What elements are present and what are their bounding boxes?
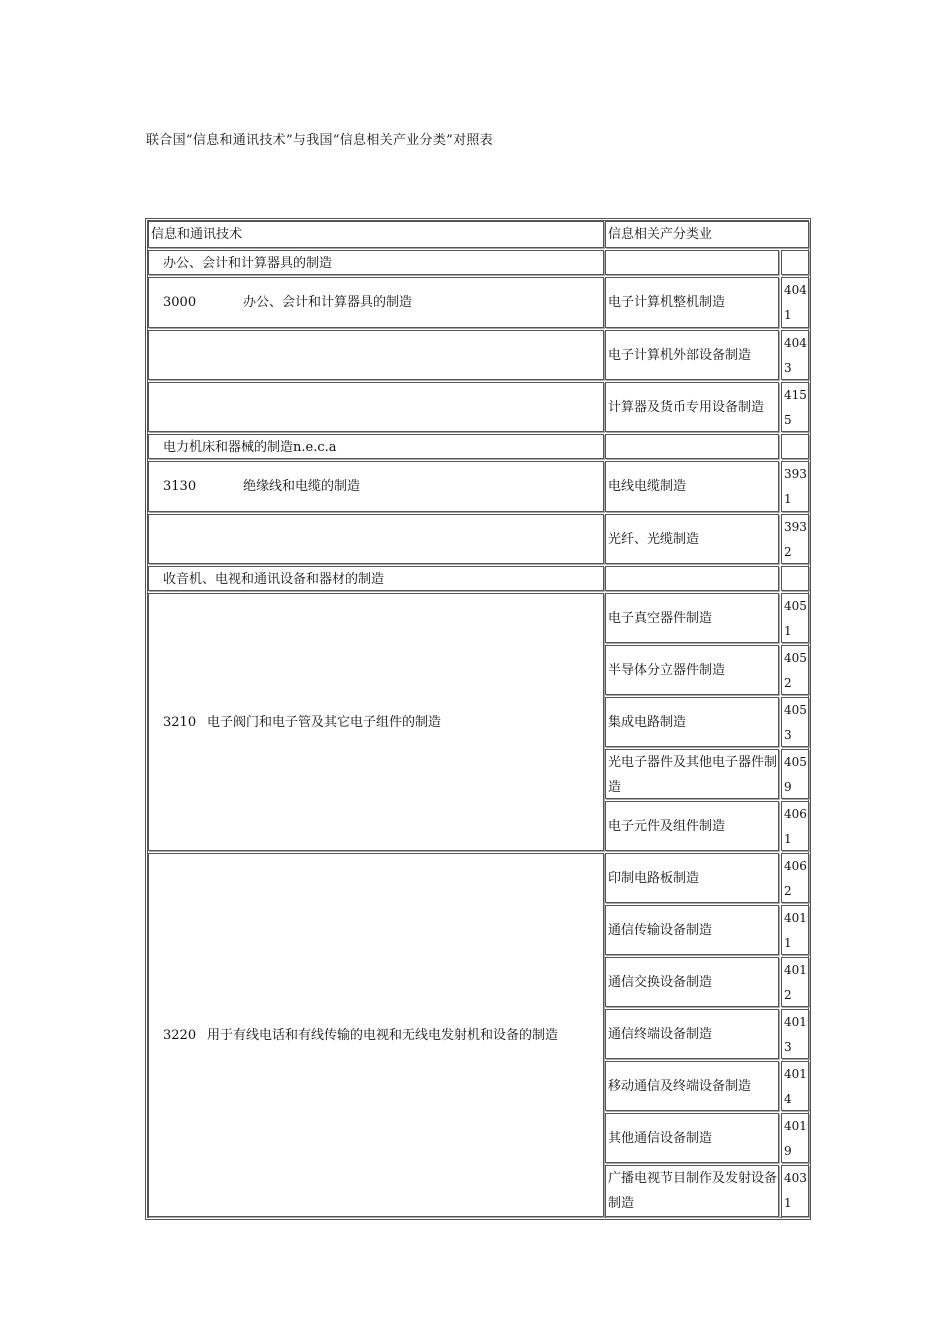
cn-item-name: 光纤、光缆制造 xyxy=(605,514,779,564)
section-heading-blank xyxy=(605,250,779,275)
section-heading-blank xyxy=(605,434,779,459)
un-item-blank xyxy=(148,514,604,564)
cn-item-name: 其他通信设备制造 xyxy=(605,1113,779,1163)
cn-item-code: 4059 xyxy=(781,749,809,799)
cn-item-code: 4012 xyxy=(781,957,809,1007)
cn-item-code: 4041 xyxy=(781,277,809,328)
section-heading-blank xyxy=(781,250,809,275)
section-heading-blank xyxy=(781,566,809,591)
un-item-row xyxy=(148,461,604,512)
cn-item-code: 3931 xyxy=(781,461,809,512)
cn-item-name: 集成电路制造 xyxy=(605,697,779,747)
un-item-code: 3210 xyxy=(163,714,197,730)
cn-item-code: 4013 xyxy=(781,1009,809,1059)
cn-item-code: 4062 xyxy=(781,853,809,903)
cn-item-code: 3932 xyxy=(781,514,809,564)
cn-item-code: 4053 xyxy=(781,697,809,747)
cn-item-name: 电子元件及组件制造 xyxy=(605,801,779,851)
cn-item-name: 计算器及货币专用设备制造 xyxy=(605,382,779,432)
cn-item-code: 4155 xyxy=(781,382,809,432)
un-item-code: 3130 xyxy=(163,479,197,494)
cn-item-code: 4061 xyxy=(781,801,809,851)
un-item-code: 3000 xyxy=(163,295,197,310)
section-heading: 电力机床和器械的制造n.e.c.a xyxy=(148,434,604,459)
cn-item-name: 电线电缆制造 xyxy=(605,461,779,512)
un-item-row xyxy=(148,593,604,851)
section-heading: 收音机、电视和通讯设备和器材的制造 xyxy=(148,566,604,591)
section-heading: 办公、会计和计算器具的制造 xyxy=(148,250,604,275)
cn-item-name: 通信交换设备制造 xyxy=(605,957,779,1007)
cn-item-code: 4019 xyxy=(781,1113,809,1163)
cn-item-name: 移动通信及终端设备制造 xyxy=(605,1061,779,1111)
header-right: 信息相关产分类业 xyxy=(605,221,809,248)
cn-item-code: 4052 xyxy=(781,645,809,695)
cn-item-name: 印制电路板制造 xyxy=(605,853,779,903)
document-title: 联合国“信息和通讯技术”与我国“信息相关产业分类”对照表 xyxy=(146,133,493,148)
un-item-name: 办公、会计和计算器具的制造 xyxy=(243,295,413,310)
un-item-blank xyxy=(148,382,604,432)
cn-item-code: 4043 xyxy=(781,330,809,380)
un-item-name: 电子阀门和电子管及其它电子组件的制造 xyxy=(207,714,442,730)
un-item-row xyxy=(148,277,604,328)
cn-item-name: 通信传输设备制造 xyxy=(605,905,779,955)
un-item-name: 绝缘线和电缆的制造 xyxy=(243,479,361,494)
cn-item-name: 光电子器件及其他电子器件制造 xyxy=(605,749,779,799)
cn-item-name: 电子计算机整机制造 xyxy=(605,277,779,328)
cn-item-name: 通信终端设备制造 xyxy=(605,1009,779,1059)
cn-item-name: 半导体分立器件制造 xyxy=(605,645,779,695)
comparison-table xyxy=(145,218,811,1220)
cn-item-code: 4011 xyxy=(781,905,809,955)
cn-item-name: 广播电视节目制作及发射设备制造 xyxy=(605,1165,779,1217)
cn-item-name: 电子计算机外部设备制造 xyxy=(605,330,779,380)
un-item-code: 3220 xyxy=(163,1027,197,1043)
un-item-blank xyxy=(148,330,604,380)
un-item-name: 用于有线电话和有线传输的电视和无线电发射机和设备的制造 xyxy=(207,1027,559,1043)
cn-item-code: 4051 xyxy=(781,593,809,643)
cn-item-code: 4031 xyxy=(781,1165,809,1217)
header-left: 信息和通讯技术 xyxy=(148,221,604,248)
un-item-row xyxy=(148,853,604,1217)
cn-item-code: 4014 xyxy=(781,1061,809,1111)
cn-item-name: 电子真空器件制造 xyxy=(605,593,779,643)
section-heading-blank xyxy=(781,434,809,459)
section-heading-blank xyxy=(605,566,779,591)
